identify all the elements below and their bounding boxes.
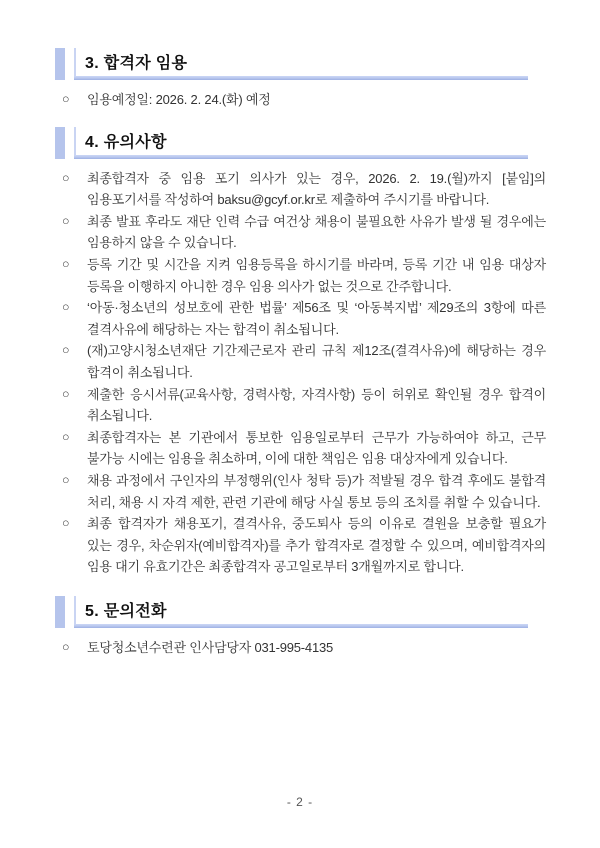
list-item	[62, 340, 546, 383]
bullet-text: 최종합격자는 본 기관에서 통보한 임용일로부터 근무가 가능하여야 하고, 근무 불가능 시에는 임용을 취소하며, 이에 대한 책임은 임용 대상자에게 있습니다.	[87, 429, 546, 467]
list-item	[62, 89, 546, 111]
list-item	[62, 470, 546, 513]
circle-bullet-marker: ○	[62, 343, 70, 358]
bullet-text: 최종 발표 후라도 재단 인력 수급 여건상 채용이 불필요한 사유가 발생 될 경우에는 임용하지 않을 수 있습니다.	[87, 213, 546, 251]
section-5-bullets	[62, 637, 546, 659]
circle-bullet-marker: ○	[62, 639, 70, 654]
bullet-text: 등록 기간 및 시간을 지켜 임용등록을 하시기를 바라며, 등록 기간 내 임용 대상자 등록을 이행하지 아니한 경우 임용 의사가 없는 것으로 간주합니다.	[87, 256, 546, 294]
list-item	[62, 637, 546, 659]
list-item	[62, 297, 546, 340]
list-item	[62, 211, 546, 254]
circle-bullet-marker: ○	[62, 300, 70, 315]
section-header-4	[55, 127, 600, 159]
circle-bullet-marker: ○	[62, 92, 70, 106]
bullet-text: (재)고양시청소년재단 기간제근로자 관리 규칙 제12조(결격사유)에 해당하는 경우 합격이 취소됩니다.	[87, 343, 546, 380]
section-title-box	[74, 596, 528, 628]
bullet-text: 최종합격자 중 임용 포기 의사가 있는 경우, 2026. 2. 19.(월)까지 [붙임]의 임용포기서를 작성하여 baksu@gcyf.or.kr로 제출하여 주시기를 바랍니다.	[87, 170, 546, 208]
page-number: - 2 -	[286, 795, 314, 809]
bullet-text: ‘아동·청소년의 성보호에 관한 법률’ 제56조 및 ‘아동복지법’ 제29조의 3항에 따른 결격사유에 해당하는 자는 합격이 취소됩니다.	[87, 300, 546, 337]
circle-bullet-marker: ○	[62, 472, 70, 487]
section-accent-bar	[55, 596, 65, 628]
section-title: 5. 문의전화	[85, 602, 167, 620]
list-item	[62, 168, 546, 211]
bullet-text: 최종 합격자가 채용포기, 결격사유, 중도퇴사 등의 이유로 결원을 보충할 필요가 있는 경우, 차순위자(예비합격자)를 추가 합격자로 결정할 수 있으며, 예비합격자의 임용 대기 유효기간은 최종합격자 공고일로부터 3개월까지로 합니다.	[87, 516, 546, 575]
section-title: 4. 유의사항	[85, 133, 167, 151]
section-header-3	[55, 48, 600, 80]
circle-bullet-marker: ○	[62, 429, 70, 444]
section-title-box	[74, 127, 528, 159]
section-accent-bar	[55, 48, 65, 80]
circle-bullet-marker: ○	[62, 386, 70, 401]
section-header-5	[55, 596, 600, 628]
section-title: 3. 합격자 임용	[85, 55, 188, 72]
circle-bullet-marker: ○	[62, 213, 70, 228]
bullet-text: 채용 과정에서 구인자의 부정행위(인사 청탁 등)가 적발될 경우 합격 후에도 불합격 처리, 채용 시 자격 제한, 관련 기관에 해당 사실 통보 등의 조치를 취할 수 있습니다.	[87, 472, 546, 510]
bullet-text: 토당청소년수련관 인사담당자 031-995-4135	[87, 639, 334, 655]
list-item	[62, 513, 546, 578]
circle-bullet-marker: ○	[62, 256, 70, 271]
list-item	[62, 427, 546, 470]
circle-bullet-marker: ○	[62, 516, 70, 531]
list-item	[62, 254, 546, 297]
bullet-text: 제출한 응시서류(교육사항, 경력사항, 자격사항) 등이 허위로 확인될 경우 합격이 취소됩니다.	[87, 386, 546, 424]
section-3-bullets	[62, 89, 546, 111]
list-item	[62, 384, 546, 427]
bullet-text: 임용예정일: 2026. 2. 24.(화) 예정	[87, 92, 271, 107]
section-accent-bar	[55, 127, 65, 159]
section-title-box	[74, 48, 528, 80]
circle-bullet-marker: ○	[62, 170, 70, 185]
section-4-bullets	[62, 168, 546, 578]
